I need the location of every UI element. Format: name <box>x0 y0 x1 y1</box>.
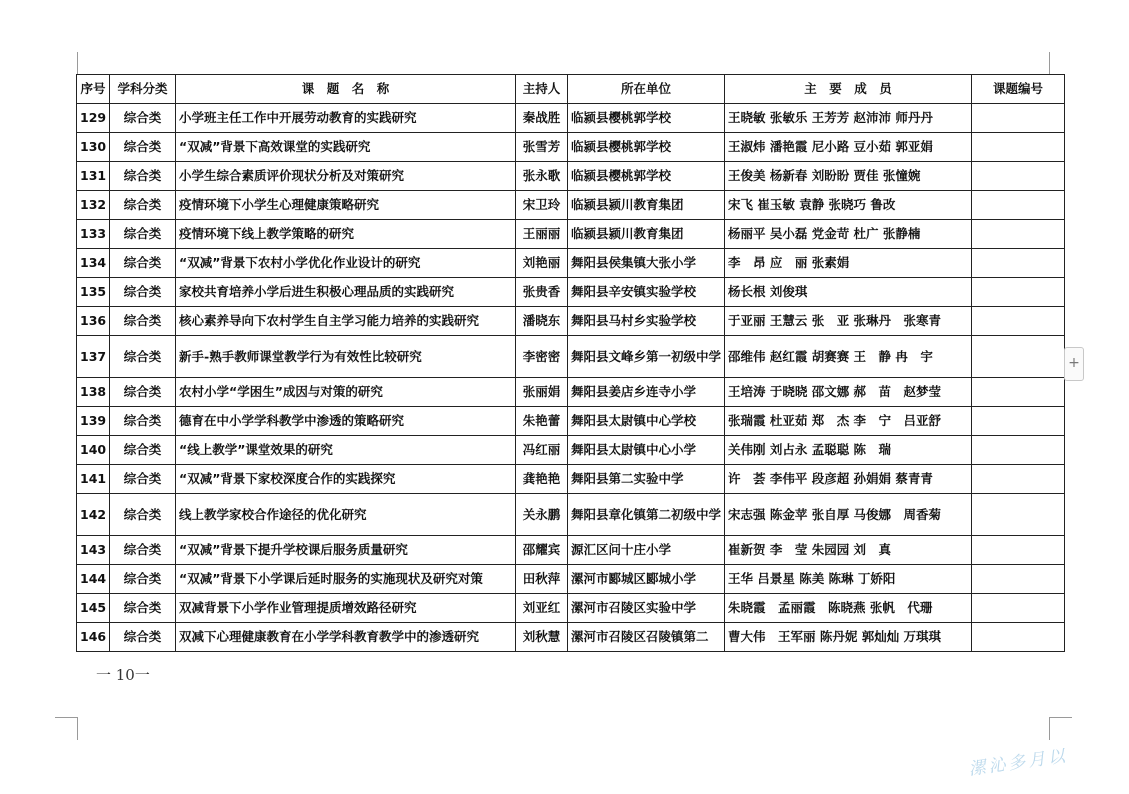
cell-title: “双减”背景下农村小学优化作业设计的研究 <box>176 249 516 278</box>
cell-category: 综合类 <box>110 623 176 652</box>
cell-category: 综合类 <box>110 594 176 623</box>
cell-no: 133 <box>77 220 110 249</box>
cell-no: 138 <box>77 378 110 407</box>
cell-unit: 临颍县樱桃郭学校 <box>568 162 725 191</box>
cell-no: 139 <box>77 407 110 436</box>
cell-category: 综合类 <box>110 249 176 278</box>
add-button[interactable]: + <box>1064 347 1084 381</box>
watermark: 漯沁多月以 <box>967 746 1070 780</box>
cell-category: 综合类 <box>110 278 176 307</box>
cell-no: 143 <box>77 536 110 565</box>
cell-category: 综合类 <box>110 407 176 436</box>
cell-category: 综合类 <box>110 307 176 336</box>
cell-unit: 舞阳县章化镇第二初级中学 <box>568 494 725 536</box>
cell-unit: 漯河市郾城区郾城小学 <box>568 565 725 594</box>
project-table <box>76 74 1065 652</box>
cell-members: 宋飞 崔玉敏 袁静 张晓巧 鲁改 <box>725 191 972 220</box>
cell-no: 130 <box>77 133 110 162</box>
cell-no: 129 <box>77 104 110 133</box>
header-category: 学科分类 <box>110 75 176 104</box>
cell-title: 核心素养导向下农村学生自主学习能力培养的实践研究 <box>176 307 516 336</box>
cell-category: 综合类 <box>110 220 176 249</box>
table-row <box>77 378 1065 407</box>
cell-host: 秦战胜 <box>516 104 568 133</box>
cell-host: 张丽娟 <box>516 378 568 407</box>
table-row <box>77 436 1065 465</box>
cell-members: 杨丽平 吴小磊 党金苛 杜广 张静楠 <box>725 220 972 249</box>
crop-mark-bottom-left <box>55 717 78 740</box>
cell-title: “双减”背景下家校深度合作的实践探究 <box>176 465 516 494</box>
cell-host: 李密密 <box>516 336 568 378</box>
header-host: 主持人 <box>516 75 568 104</box>
table-row <box>77 220 1065 249</box>
cell-unit: 临颍县颍川教育集团 <box>568 220 725 249</box>
cell-host: 张永歌 <box>516 162 568 191</box>
cell-code <box>972 104 1065 133</box>
cell-category: 综合类 <box>110 494 176 536</box>
cell-code <box>972 565 1065 594</box>
cell-code <box>972 436 1065 465</box>
cell-category: 综合类 <box>110 536 176 565</box>
cell-title: “双减”背景下小学课后延时服务的实施现状及研究对策 <box>176 565 516 594</box>
cell-members: 曹大伟 王军丽 陈丹妮 郭灿灿 万琪琪 <box>725 623 972 652</box>
cell-code <box>972 278 1065 307</box>
cell-no: 144 <box>77 565 110 594</box>
cell-category: 综合类 <box>110 191 176 220</box>
cell-members: 王俊美 杨新春 刘盼盼 贾佳 张憧婉 <box>725 162 972 191</box>
table-row <box>77 336 1065 378</box>
cell-host: 刘艳丽 <box>516 249 568 278</box>
header-title: 课 题 名 称 <box>176 75 516 104</box>
table-row <box>77 407 1065 436</box>
table-row <box>77 494 1065 536</box>
cell-no: 142 <box>77 494 110 536</box>
cell-title: 新手-熟手教师课堂教学行为有效性比较研究 <box>176 336 516 378</box>
cell-title: 德育在中小学学科教学中渗透的策略研究 <box>176 407 516 436</box>
cell-members: 王淑炜 潘艳霞 尼小路 豆小茹 郭亚娟 <box>725 133 972 162</box>
table-row <box>77 191 1065 220</box>
cell-members: 李 昂 应 丽 张素娟 <box>725 249 972 278</box>
cell-title: 农村小学“学困生”成因与对策的研究 <box>176 378 516 407</box>
cell-host: 龚艳艳 <box>516 465 568 494</box>
cell-code <box>972 378 1065 407</box>
cell-members: 杨长根 刘俊琪 <box>725 278 972 307</box>
cell-category: 综合类 <box>110 336 176 378</box>
cell-unit: 临颍县樱桃郭学校 <box>568 104 725 133</box>
cell-title: 疫情环境下小学生心理健康策略研究 <box>176 191 516 220</box>
cell-title: “双减”背景下高效课堂的实践研究 <box>176 133 516 162</box>
cell-unit: 舞阳县第二实验中学 <box>568 465 725 494</box>
cell-category: 综合类 <box>110 104 176 133</box>
cell-title: “线上教学”课堂效果的研究 <box>176 436 516 465</box>
table-row <box>77 623 1065 652</box>
crop-mark-bottom-right <box>1049 717 1072 740</box>
cell-code <box>972 594 1065 623</box>
cell-unit: 源汇区问十庄小学 <box>568 536 725 565</box>
cell-unit: 临颍县樱桃郭学校 <box>568 133 725 162</box>
cell-title: 小学生综合素质评价现状分析及对策研究 <box>176 162 516 191</box>
cell-members: 于亚丽 王慧云 张 亚 张琳丹 张寒青 <box>725 307 972 336</box>
cell-code <box>972 336 1065 378</box>
cell-unit: 舞阳县太尉镇中心小学 <box>568 436 725 465</box>
cell-code <box>972 162 1065 191</box>
cell-host: 张雪芳 <box>516 133 568 162</box>
cell-code <box>972 536 1065 565</box>
cell-host: 田秋萍 <box>516 565 568 594</box>
cell-host: 刘秋慧 <box>516 623 568 652</box>
cell-unit: 漯河市召陵区实验中学 <box>568 594 725 623</box>
cell-category: 综合类 <box>110 565 176 594</box>
cell-title: 家校共育培养小学后进生积极心理品质的实践研究 <box>176 278 516 307</box>
cell-code <box>972 407 1065 436</box>
cell-host: 关永鹏 <box>516 494 568 536</box>
cell-title: 小学班主任工作中开展劳动教育的实践研究 <box>176 104 516 133</box>
cell-host: 王丽丽 <box>516 220 568 249</box>
cell-category: 综合类 <box>110 436 176 465</box>
cell-unit: 舞阳县太尉镇中心学校 <box>568 407 725 436</box>
cell-title: 双减背景下小学作业管理提质增效路径研究 <box>176 594 516 623</box>
table-row <box>77 133 1065 162</box>
cell-code <box>972 133 1065 162</box>
cell-host: 朱艳蕾 <box>516 407 568 436</box>
cell-host: 张贵香 <box>516 278 568 307</box>
cell-title: 双减下心理健康教育在小学学科教育教学中的渗透研究 <box>176 623 516 652</box>
cell-members: 关伟刚 刘占永 孟聪聪 陈 瑞 <box>725 436 972 465</box>
cell-no: 137 <box>77 336 110 378</box>
cell-no: 132 <box>77 191 110 220</box>
cell-no: 145 <box>77 594 110 623</box>
cell-unit: 临颍县颍川教育集团 <box>568 191 725 220</box>
cell-code <box>972 623 1065 652</box>
cell-host: 冯红丽 <box>516 436 568 465</box>
cell-unit: 漯河市召陵区召陵镇第二 <box>568 623 725 652</box>
cell-no: 131 <box>77 162 110 191</box>
page-number: 一 10一 <box>96 666 150 684</box>
cell-code <box>972 191 1065 220</box>
table-header-row <box>77 75 1065 104</box>
cell-title: “双减”背景下提升学校课后服务质量研究 <box>176 536 516 565</box>
header-no: 序号 <box>77 75 110 104</box>
cell-code <box>972 494 1065 536</box>
cell-title: 疫情环境下线上教学策略的研究 <box>176 220 516 249</box>
cell-host: 刘亚红 <box>516 594 568 623</box>
cell-no: 135 <box>77 278 110 307</box>
crop-mark-top-left <box>77 52 78 74</box>
crop-mark-top-right <box>1049 52 1050 74</box>
cell-members: 王培涛 于晓晓 邵文娜 郝 苗 赵梦莹 <box>725 378 972 407</box>
cell-category: 综合类 <box>110 162 176 191</box>
cell-no: 141 <box>77 465 110 494</box>
table-row <box>77 249 1065 278</box>
cell-unit: 舞阳县文峰乡第一初级中学 <box>568 336 725 378</box>
cell-unit: 舞阳县侯集镇大张小学 <box>568 249 725 278</box>
table-row <box>77 565 1065 594</box>
header-code: 课题编号 <box>972 75 1065 104</box>
header-members: 主 要 成 员 <box>725 75 972 104</box>
header-unit: 所在单位 <box>568 75 725 104</box>
cell-unit: 舞阳县马村乡实验学校 <box>568 307 725 336</box>
cell-category: 综合类 <box>110 378 176 407</box>
table-row <box>77 594 1065 623</box>
cell-members: 许 荟 李伟平 段彦超 孙娟娟 蔡青青 <box>725 465 972 494</box>
cell-members: 王晓敏 张敏乐 王芳芳 赵沛沛 师丹丹 <box>725 104 972 133</box>
cell-no: 136 <box>77 307 110 336</box>
cell-title: 线上教学家校合作途径的优化研究 <box>176 494 516 536</box>
table-row <box>77 104 1065 133</box>
cell-category: 综合类 <box>110 133 176 162</box>
cell-category: 综合类 <box>110 465 176 494</box>
cell-code <box>972 220 1065 249</box>
cell-host: 邵耀宾 <box>516 536 568 565</box>
cell-unit: 舞阳县辛安镇实验学校 <box>568 278 725 307</box>
table-row <box>77 536 1065 565</box>
cell-code <box>972 249 1065 278</box>
cell-members: 宋志强 陈金苹 张自厚 马俊娜 周香菊 <box>725 494 972 536</box>
cell-code <box>972 307 1065 336</box>
cell-unit: 舞阳县姜店乡连寺小学 <box>568 378 725 407</box>
table-row <box>77 465 1065 494</box>
table-row <box>77 307 1065 336</box>
cell-members: 崔新贺 李 莹 朱园园 刘 真 <box>725 536 972 565</box>
cell-no: 146 <box>77 623 110 652</box>
cell-members: 张瑞霞 杜亚茹 郑 杰 李 宁 吕亚舒 <box>725 407 972 436</box>
cell-members: 王华 吕景星 陈美 陈琳 丁娇阳 <box>725 565 972 594</box>
cell-members: 邵维伟 赵红霞 胡赛赛 王 静 冉 宇 <box>725 336 972 378</box>
cell-members: 朱晓霞 孟丽霞 陈晓燕 张帆 代珊 <box>725 594 972 623</box>
cell-host: 潘晓东 <box>516 307 568 336</box>
cell-no: 134 <box>77 249 110 278</box>
table-row <box>77 162 1065 191</box>
table-row <box>77 278 1065 307</box>
cell-host: 宋卫玲 <box>516 191 568 220</box>
cell-code <box>972 465 1065 494</box>
cell-no: 140 <box>77 436 110 465</box>
